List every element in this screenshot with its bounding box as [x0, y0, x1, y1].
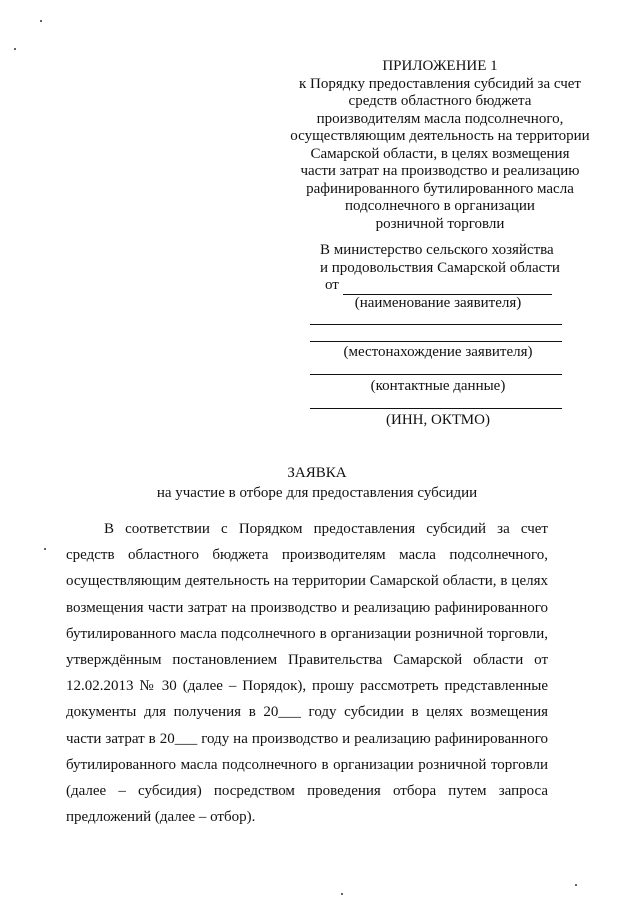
appendix-block: [280, 58, 600, 233]
document-subtitle: на участие в отборе для предоставления субсидии: [156, 485, 478, 501]
appendix-line: подсолнечного в организации: [345, 198, 535, 214]
appendix-line: производителям масла подсолнечного,: [316, 110, 564, 127]
application-paragraph: [66, 516, 548, 830]
appendix-line: к Порядку предоставления субсидий за счет: [299, 75, 581, 92]
scan-speck: [341, 893, 343, 895]
from-row: [310, 277, 566, 295]
applicant-location-field[interactable]: [310, 325, 562, 342]
applicant-name-field[interactable]: [343, 280, 552, 295]
caption-applicant-name: (наименование заявителя): [354, 294, 522, 311]
addressee-line: и продовольствия Самарской области: [320, 259, 560, 276]
addressee-line: В министерство сельского хозяйства: [320, 242, 554, 258]
appendix-line: осуществляющим деятельность на территории: [290, 128, 590, 144]
scan-speck: [14, 48, 16, 50]
paragraph-text: В соответствии с Порядком предоставления субсидий за счет средств областного бюджета производителям масла подсолнечного, осуществляющим деятельность на территории Самарской области, в целях возмещения части затрат на производство и реализацию рафинированного бутилированного масла подсолнечного в организации розничной торговли, утверждённым постановлением Правительства Самарской области от 12.02.2013 № 30 (далее – Порядок), прошу рассмотреть представленные документы для получения в 20___ году субсидии в целях возмещения части затрат в 20___ году на производство и реализацию рафинированного бутилированного масла подсолнечного в организации розничной торговли (далее – субсидия) посредством проведения отбора путем запроса предложений (далее – отбор).: [66, 521, 548, 826]
applicant-inn-field[interactable]: [310, 395, 562, 409]
document-title: ЗАЯВКА: [287, 465, 347, 481]
applicant-name-continuation-field[interactable]: [310, 312, 562, 325]
caption-applicant-inn: (ИНН, ОКТМО): [386, 412, 490, 428]
from-label: от: [325, 277, 339, 293]
appendix-line: рафинированного бутилированного масла: [306, 180, 574, 197]
scan-speck: [40, 20, 42, 22]
appendix-line: розничной торговли: [375, 215, 505, 232]
appendix-line: части затрат на производство и реализацию: [300, 163, 580, 179]
scan-speck: [44, 548, 46, 550]
appendix-line: средств областного бюджета: [348, 93, 532, 109]
applicant-contacts-field[interactable]: [310, 362, 562, 375]
appendix-heading: ПРИЛОЖЕНИЕ 1: [382, 58, 498, 74]
caption-applicant-location: (местонахождение заявителя): [343, 344, 533, 360]
addressee-block: [310, 242, 566, 430]
caption-applicant-contacts: (контактные данные): [370, 377, 506, 394]
scan-speck: [575, 884, 577, 886]
appendix-line: Самарской области, в целях возмещения: [310, 145, 570, 162]
